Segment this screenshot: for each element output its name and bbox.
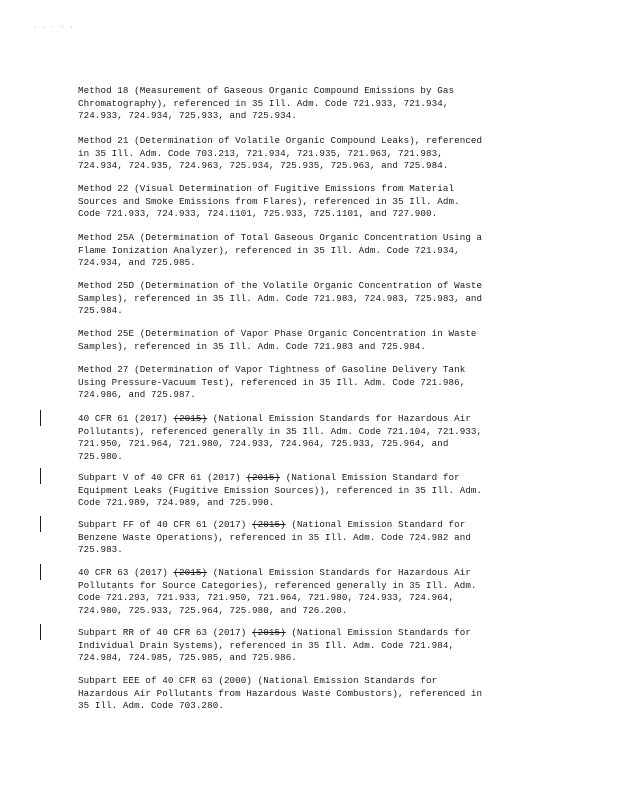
reference-entry-subpart-rr xyxy=(78,627,548,665)
reference-entry-method-21 xyxy=(78,135,548,173)
revision-bar xyxy=(40,624,41,640)
entry-line: Code 721.933, 724.933, 724.1101, 725.933, 725.1101, and 727.900. xyxy=(78,208,438,220)
entry-line: Pollutants), referenced generally in 35 Ill. Adm. Code 721.104, 721.933, xyxy=(78,425,483,437)
entry-line: 725.984. xyxy=(78,305,123,317)
revision-bar xyxy=(40,410,41,426)
deleted-year: (2015) xyxy=(252,627,286,638)
entry-line: Code 721.989, 724.989, and 725.990. xyxy=(78,497,275,509)
reference-entry-40-cfr-63 xyxy=(78,567,548,617)
entry-line: 724.980, 725.933, 725.964, 725.980, and 726.200. xyxy=(78,604,348,616)
entry-line: Subpart FF of 40 CFR 61 (2017) (2015) (National Emission Standard for xyxy=(78,519,466,530)
entry-line: Subpart RR of 40 CFR 63 (2017) (2015) (National Emission Standards for xyxy=(78,627,471,638)
reference-entry-method-25d xyxy=(78,280,548,318)
entry-line: Samples), referenced in 35 Ill. Adm. Code 721.983, 724.983, 725.983, and xyxy=(78,292,483,304)
entry-line: Method 27 (Determination of Vapor Tightness of Gasoline Delivery Tank xyxy=(78,364,466,375)
reference-entry-method-22 xyxy=(78,183,548,221)
entry-line: in 35 Ill. Adm. Code 703.213, 721.934, 721.935, 721.963, 721.983, xyxy=(78,147,443,159)
entry-line: Sources and Smoke Emissions from Flares), referenced in 35 Ill. Adm. xyxy=(78,195,460,207)
entry-line: Chromatography), referenced in 35 Ill. Adm. Code 721.933, 721.934, xyxy=(78,97,449,109)
revision-bar xyxy=(40,516,41,532)
reference-entry-method-18 xyxy=(78,85,548,123)
reference-entry-method-27 xyxy=(78,364,548,402)
entry-line: 724.986, and 725.987. xyxy=(78,389,196,401)
entry-line: 724.933, 724.934, 725.933, and 725.934. xyxy=(78,110,297,122)
entry-line: Method 21 (Determination of Volatile Organic Compound Leaks), referenced xyxy=(78,135,483,146)
entry-line: 35 Ill. Adm. Code 703.280. xyxy=(78,700,224,712)
entry-line: Flame Ionization Analyzer), referenced in 35 Ill. Adm. Code 721.934, xyxy=(78,244,460,256)
entry-line: Benzene Waste Operations), referenced in 35 Ill. Adm. Code 724.982 and xyxy=(78,531,471,543)
entry-line: Pollutants for Source Categories), referenced generally in 35 Ill. Adm. xyxy=(78,579,477,591)
reference-entry-method-25a xyxy=(78,232,548,270)
entry-line: Method 25E (Determination of Vapor Phase Organic Concentration in Waste xyxy=(78,328,477,339)
entry-line: Subpart EEE of 40 CFR 63 (2000) (National Emission Standards for xyxy=(78,675,438,686)
entry-line: Using Pressure-Vacuum Test), referenced in 35 Ill. Adm. Code 721.986, xyxy=(78,376,466,388)
entry-line: 724.934, and 725.985. xyxy=(78,257,196,269)
deleted-year: (2015) xyxy=(246,472,281,483)
entry-line: Individual Drain Systems), referenced in 35 Ill. Adm. Code 721.984, xyxy=(78,639,455,651)
entry-line: Samples), referenced in 35 Ill. Adm. Code 721.983 and 725.984. xyxy=(78,340,427,352)
reference-entry-subpart-v xyxy=(78,472,548,510)
entry-line: 721.950, 721.964, 721.980, 724.933, 724.964, 725.933, 725.964, and xyxy=(78,438,449,450)
entry-line: Method 22 (Visual Determination of Fugitive Emissions from Material xyxy=(78,183,455,194)
entry-line: Method 25A (Determination of Total Gaseous Organic Concentration Using a xyxy=(78,232,483,243)
entry-line: 725.980. xyxy=(78,450,123,462)
page-marker: · · · · · xyxy=(33,24,75,31)
entry-line: Code 721.293, 721.933, 721.950, 721.964, 721.980, 724.933, 724.964, xyxy=(78,592,455,604)
reference-entry-method-25e xyxy=(78,328,548,353)
deleted-year: (2015) xyxy=(252,519,286,530)
deleted-year: (2015) xyxy=(173,413,208,424)
entry-line: 725.983. xyxy=(78,544,123,556)
entry-line: 724.984, 724.985, 725.985, and 725.986. xyxy=(78,652,297,664)
entry-line: 40 CFR 63 (2017) (2015) (National Emission Standards for Hazardous Air xyxy=(78,567,471,578)
entry-line: 40 CFR 61 (2017) (2015) (National Emission Standards for Hazardous Air xyxy=(78,413,471,424)
entry-line: Method 25D (Determination of the Volatile Organic Concentration of Waste xyxy=(78,280,483,291)
revision-bar xyxy=(40,564,41,580)
deleted-year: (2015) xyxy=(173,567,208,578)
entry-line: Method 18 (Measurement of Gaseous Organic Compound Emissions by Gas xyxy=(78,85,455,96)
revision-bar xyxy=(40,468,41,484)
reference-entry-subpart-eee xyxy=(78,675,548,713)
entry-line: Hazardous Air Pollutants from Hazardous Waste Combustors), referenced in xyxy=(78,687,483,699)
reference-entry-subpart-ff xyxy=(78,519,548,557)
reference-entry-40-cfr-61 xyxy=(78,413,548,463)
entry-line: Equipment Leaks (Fugitive Emission Sources)), referenced in 35 Ill. Adm. xyxy=(78,484,483,496)
entry-line: Subpart V of 40 CFR 61 (2017) (2015) (National Emission Standard for xyxy=(78,472,460,483)
entry-line: 724.934, 724.935, 724.963, 725.934, 725.935, 725.963, and 725.984. xyxy=(78,160,449,172)
